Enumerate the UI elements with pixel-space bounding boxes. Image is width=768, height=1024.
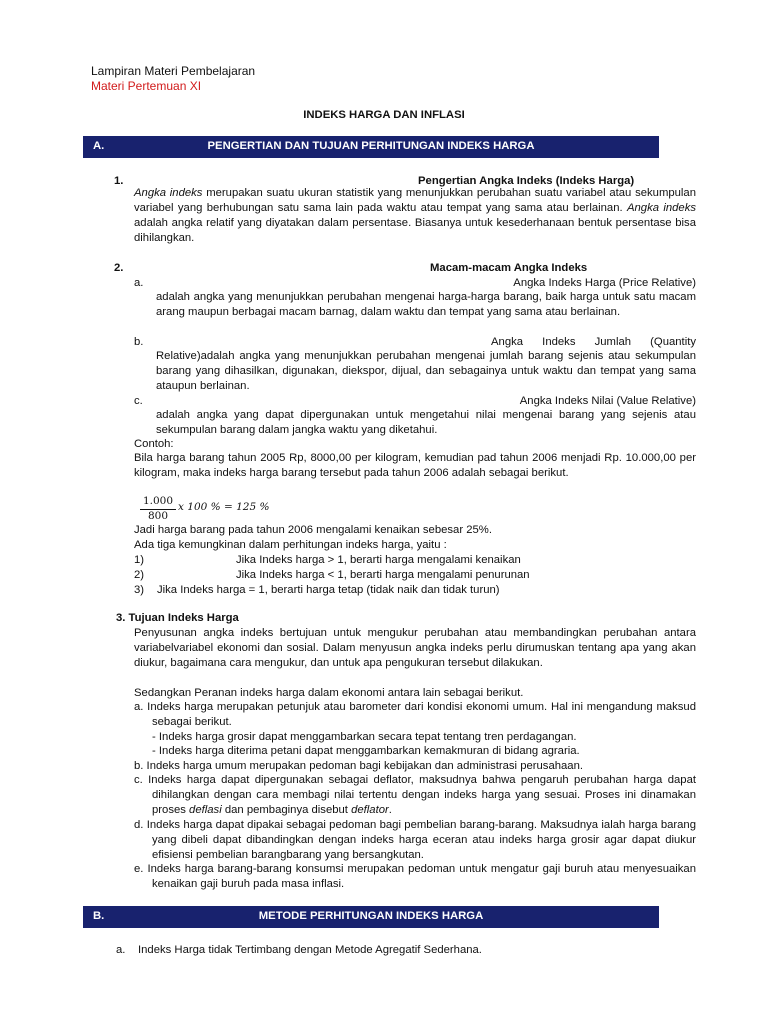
section-a-bar <box>83 136 659 158</box>
section-b-letter: B. <box>93 910 105 922</box>
item3-point-b: b. Indeks harga umum merupakan pedoman bagi kebijakan dan administrasi perusahaan. <box>134 760 584 772</box>
contoh-label: Contoh: <box>134 438 174 450</box>
item1-number: 1. <box>114 175 124 187</box>
item3-point-a-sub1: - Indeks harga grosir dapat menggambarkan secara tepat tentang tren perdagangan. <box>152 731 577 743</box>
item3-point-d: d. Indeks harga dapat dipakai sebagai pedoman bagi pembelian barang-barang. Maksudnya ialah harga barang yang dibeli dapat dibandingkan dengan indeks harga eceran atau indeks harga grosir agar dapat diukur efisiensi pembelian barangbarang yang bersangkutan. <box>134 819 696 861</box>
formula-numerator: 1.000 <box>142 495 174 507</box>
kemungkinan-1-text: Jika Indeks harga > 1, berarti harga mengalami kenaikan <box>236 554 521 566</box>
formula-rest: x 100 % = 125 % <box>178 501 270 513</box>
item1-paragraph <box>134 186 696 246</box>
item1-text-2: adalah angka relatif yang diyatakan dalam persentase. Biasanya untuk kesederhanaan bentuk persentase bisa dihilangkan. <box>134 217 696 244</box>
item3-point-a-sub2: - Indeks harga diterima petani dapat menggambarkan kemakmuran di bidang agraria. <box>152 745 580 757</box>
kemungkinan-2-text: Jika Indeks harga < 1, berarti harga mengalami penurunan <box>236 569 530 581</box>
section-b-bar <box>83 906 659 928</box>
contoh-text: Bila harga barang tahun 2005 Rp, 8000,00 per kilogram, kemudian pad tahun 2006 menjadi Rp. 10.000,00 per kilogram, maka indeks harga barang tersebut pada tahun 2006 adalah sebagai berikut. <box>134 452 696 479</box>
kemungkinan-3-text: Jika Indeks harga = 1, berarti harga tetap (tidak naik dan tidak turun) <box>157 584 500 596</box>
item3-paragraph-1: Penyusunan angka indeks bertujuan untuk mengukur perubahan atau membandingkan perubahan antara variabelvariabel ekonomi dan sosial. Dalam menyusun angka indeks perlu dirumuskan tentang apa yang akan diukur, bagaimana cara mengukur, dan untuk apa pengukuran tersebut dilakukan. <box>134 627 696 669</box>
item3-heading: 3. Tujuan Indeks Harga <box>116 612 239 624</box>
item2-number: 2. <box>114 262 124 274</box>
header-line-2: Materi Pertemuan XI <box>91 79 202 93</box>
item2-c-text: adalah angka yang dapat dipergunakan untuk mengetahui nilai mengenai barang yang sejenis atau sekumpulan barang dalam jangka waktu yang diketahui. <box>156 409 696 436</box>
item3-point-c-end: . <box>388 804 392 816</box>
kemungkinan-2-number: 2) <box>134 569 145 581</box>
item2-c-letter: c. <box>134 395 143 407</box>
item1-italic-1: Angka indeks <box>134 187 203 199</box>
item1-italic-2: Angka indeks <box>626 202 697 214</box>
item3-point-c <box>134 773 696 818</box>
header-line-1: Lampiran Materi Pembelajaran <box>91 64 256 78</box>
item2-a-title: Angka Indeks Harga (Price Relative) <box>513 277 696 289</box>
item2-c-title: Angka Indeks Nilai (Value Relative) <box>519 395 696 407</box>
section-a-letter: A. <box>93 140 105 152</box>
item2-a-letter: a. <box>134 277 144 289</box>
item3-point-e: e. Indeks harga barang-barang konsumsi merupakan pedoman untuk mengatur gaji buruh atau menyesuaikan kenaikan gaji buruh pada masa inflasi. <box>134 863 696 890</box>
item3-paragraph-2: Sedangkan Peranan indeks harga dalam ekonomi antara lain sebagai berikut. <box>134 687 524 699</box>
section-b-title: METODE PERHITUNGAN INDEKS HARGA <box>258 910 484 922</box>
section-a-title: PENGERTIAN DAN TUJUAN PERHITUNGAN INDEKS HARGA <box>207 140 535 152</box>
item2-heading: Macam-macam Angka Indeks <box>430 262 588 274</box>
ada-text: Ada tiga kemungkinan dalam perhitungan indeks harga, yaitu : <box>134 539 447 551</box>
item3-point-a: a. Indeks harga merupakan petunjuk atau barometer dari kondisi ekonomi umum. Hal ini mengandung maksud sebagai berikut. <box>134 701 696 728</box>
item3-point-c-deflasi: deflasi <box>189 804 222 816</box>
jadi-text: Jadi harga barang pada tahun 2006 mengalami kenaikan sebesar 25%. <box>134 524 492 536</box>
item2-b-text: Relative)adalah angka yang menunjukkan perubahan mengenai jumlah barang sejenis atau sekumpulan barang yang dihasilkan, digunakan, diekspor, dijual, dan sebagainya untuk waktu dan tempat yang sama ataupun berlainan. <box>156 350 696 392</box>
kemungkinan-1-number: 1) <box>134 554 145 566</box>
item3-point-c-mid: dan pembaginya disebut <box>221 804 352 816</box>
item1-heading: Pengertian Angka Indeks (Indeks Harga) <box>418 175 635 187</box>
item3-point-c-start: c. Indeks harga dapat dipergunakan sebagai deflator, maksudnya bahwa pengaruh perubahan harga dapat dihilangkan dengan cara membagi nilai tertentu dengan indeks harga yang sesuai. Proses ini dinamakan proses <box>134 774 696 816</box>
document-title: INDEKS HARGA DAN INFLASI <box>303 109 465 121</box>
item2-b-letter: b. <box>134 336 144 348</box>
item1-text-1: merupakan suatu ukuran statistik yang menunjukkan perubahan suatu variabel atau sekumpulan variabel yang berhubungan satu sama lain pada waktu atau tempat yang sama atau berlainan. <box>134 187 696 214</box>
section-b-item-letter: a. <box>116 944 126 956</box>
kemungkinan-3-number: 3) <box>134 584 145 596</box>
item2-a-text: adalah angka yang menunjukkan perubahan mengenai harga-harga barang, baik harga untuk satu macam arang maupun berbagai macam barnag, dalam waktu dan tempat yang sama atau berlainan. <box>156 291 696 318</box>
item3-point-c-deflator: deflator <box>351 804 389 816</box>
item2-b-title: Angka Indeks Jumlah (Quantity <box>491 336 696 348</box>
formula-denominator: 800 <box>147 510 169 522</box>
section-b-item-text: Indeks Harga tidak Tertimbang dengan Metode Agregatif Sederhana. <box>138 944 482 956</box>
